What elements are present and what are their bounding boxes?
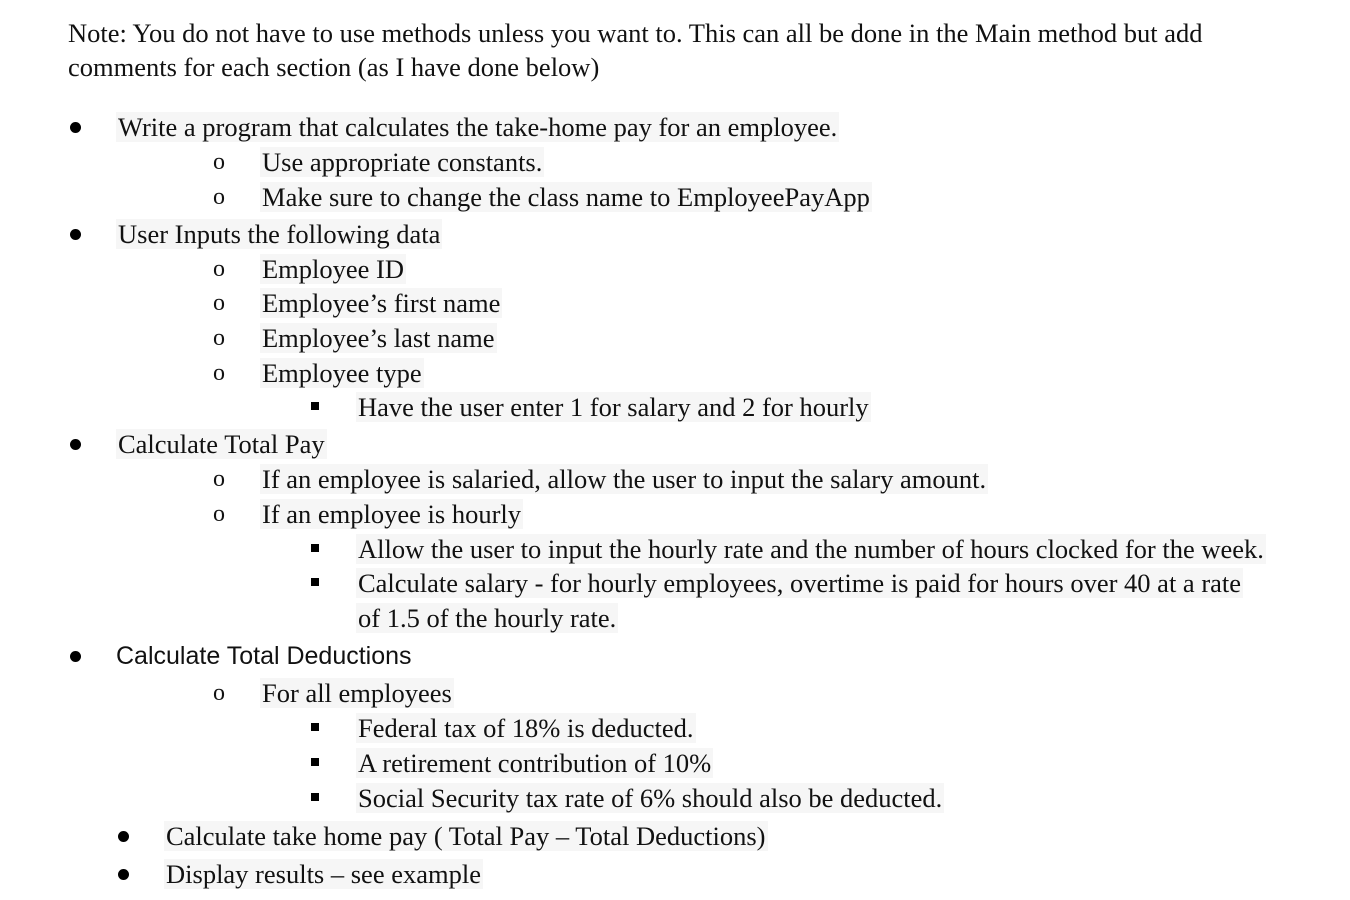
bullet-dot-icon bbox=[70, 122, 81, 133]
item-take-home: Calculate take home pay ( Total Pay – Total Deductions) bbox=[166, 821, 766, 851]
bullet-dot-icon bbox=[118, 869, 129, 880]
bullet-square-icon bbox=[311, 758, 319, 766]
bullet-dot-icon bbox=[70, 651, 81, 662]
note-paragraph: Note: You do not have to use methods unless you want to. This can all be done in the Main method but add comments for each section (as I have done below) bbox=[68, 18, 1203, 82]
bullet-dot-icon bbox=[70, 229, 81, 240]
item-federal-tax: Federal tax of 18% is deducted. bbox=[358, 713, 694, 743]
item-overtime: Calculate salary - for hourly employees, overtime is paid for hours over 40 at a rate bbox=[358, 568, 1242, 598]
bullet-square-icon bbox=[311, 544, 319, 552]
item-use-constants: Use appropriate constants. bbox=[262, 147, 543, 177]
item-salaried: If an employee is salaried, allow the user to input the salary amount. bbox=[262, 464, 987, 494]
bullet-circle-icon: o bbox=[213, 325, 225, 351]
item-last-name: Employee’s last name bbox=[262, 323, 495, 353]
item-social-security: Social Security tax rate of 6% should also be deducted. bbox=[358, 783, 943, 813]
bullet-square-icon bbox=[311, 402, 319, 410]
bullet-circle-icon: o bbox=[213, 256, 225, 282]
item-overtime-continued: of 1.5 of the hourly rate. bbox=[358, 603, 617, 633]
bullet-square-icon bbox=[311, 578, 319, 586]
item-user-inputs: User Inputs the following data bbox=[118, 219, 441, 249]
item-calc-total-pay: Calculate Total Pay bbox=[118, 429, 325, 459]
bullet-circle-icon: o bbox=[213, 149, 225, 175]
item-class-name: Make sure to change the class name to EmployeePayApp bbox=[262, 182, 870, 212]
item-employee-id: Employee ID bbox=[262, 254, 405, 284]
item-display: Display results – see example bbox=[166, 859, 481, 889]
item-employee-type: Employee type bbox=[262, 358, 422, 388]
bullet-square-icon bbox=[311, 723, 319, 731]
bullet-circle-icon: o bbox=[213, 360, 225, 386]
bullet-circle-icon: o bbox=[213, 680, 225, 706]
bullet-circle-icon: o bbox=[213, 501, 225, 527]
item-calc-deductions: Calculate Total Deductions bbox=[116, 642, 412, 670]
bullet-dot-icon bbox=[118, 831, 129, 842]
item-all-employees: For all employees bbox=[262, 678, 452, 708]
item-write-program: Write a program that calculates the take-home pay for an employee. bbox=[118, 112, 838, 142]
item-hourly: If an employee is hourly bbox=[262, 499, 522, 529]
item-type-choice: Have the user enter 1 for salary and 2 for hourly bbox=[358, 392, 869, 422]
bullet-circle-icon: o bbox=[213, 290, 225, 316]
bullet-dot-icon bbox=[70, 439, 81, 450]
item-first-name: Employee’s first name bbox=[262, 288, 501, 318]
item-retirement: A retirement contribution of 10% bbox=[358, 748, 712, 778]
bullet-circle-icon: o bbox=[213, 184, 225, 210]
bullet-circle-icon: o bbox=[213, 466, 225, 492]
item-hourly-rate: Allow the user to input the hourly rate and the number of hours clocked for the week. bbox=[358, 534, 1264, 564]
bullet-square-icon bbox=[311, 793, 319, 801]
